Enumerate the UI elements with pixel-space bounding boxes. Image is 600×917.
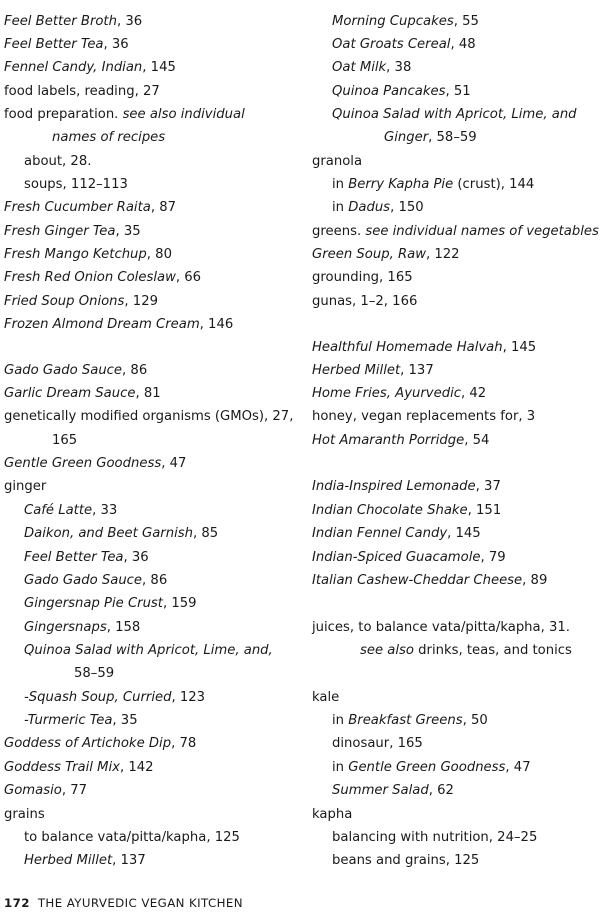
entry-title-italic: Quinoa Pancakes xyxy=(332,84,446,99)
entry-title-italic: Feel Better Tea xyxy=(24,550,124,565)
entry-text: gunas, 1–2, 166 xyxy=(312,294,418,309)
page-number: 172 xyxy=(4,896,30,910)
entry-title-italic: Quinoa Salad with Apricot, Lime, and xyxy=(332,107,577,122)
index-entry xyxy=(52,126,165,149)
index-entry xyxy=(4,33,129,56)
page-footer xyxy=(4,896,243,910)
entry-text: drinks, teas, and tonics xyxy=(413,643,572,658)
entry-text: (crust), 144 xyxy=(453,177,535,192)
entry-text: , 86 xyxy=(122,363,148,378)
entry-title-italic: Fresh Cucumber Raita xyxy=(4,200,151,215)
entry-text: food preparation. xyxy=(4,107,123,122)
index-entry xyxy=(24,686,205,709)
entry-text: food labels, reading, 27 xyxy=(4,84,160,99)
entry-title-italic: Berry Kapha Pie xyxy=(348,177,454,192)
index-entry xyxy=(312,522,481,545)
index-entry xyxy=(4,10,142,33)
index-entry xyxy=(24,592,197,615)
entry-text: , 36 xyxy=(103,37,129,52)
index-entry xyxy=(4,382,161,405)
entry-title-italic: Indian Chocolate Shake xyxy=(312,503,468,518)
index-entry xyxy=(312,220,599,243)
index-entry xyxy=(4,475,46,498)
entry-text: , 38 xyxy=(386,60,412,75)
index-entry xyxy=(24,522,218,545)
entry-text: , 35 xyxy=(115,224,141,239)
entry-title-italic: Summer Salad xyxy=(332,783,429,798)
entry-text: in xyxy=(332,200,349,215)
entry-text: , 151 xyxy=(467,503,502,518)
entry-text: in xyxy=(332,760,349,775)
entry-title-italic: Garlic Dream Sauce xyxy=(4,386,136,401)
index-entry xyxy=(4,266,201,289)
entry-title-italic: see also individual xyxy=(122,107,245,122)
index-entry xyxy=(312,266,413,289)
entry-title-italic: Fresh Red Onion Coleslaw xyxy=(4,270,176,285)
index-entry xyxy=(332,33,476,56)
index-entry xyxy=(24,616,140,639)
index-entry xyxy=(312,499,501,522)
index-entry xyxy=(312,475,501,498)
index-entry xyxy=(332,196,424,219)
entry-text: balancing with nutrition, 24–25 xyxy=(332,830,538,845)
entry-text: , 58–59 xyxy=(428,130,477,145)
entry-title-italic: Home Fries, Ayurvedic xyxy=(312,386,461,401)
entry-title-italic: Gentle Green Goodness xyxy=(4,456,162,471)
index-entry xyxy=(24,173,128,196)
entry-text: , 36 xyxy=(123,550,149,565)
entry-title-italic: Breakfast Greens xyxy=(348,713,463,728)
index-entry xyxy=(332,173,534,196)
entry-text: , 123 xyxy=(171,690,206,705)
entry-title-italic: Fresh Ginger Tea xyxy=(4,224,116,239)
index-entry xyxy=(52,429,77,452)
index-entry xyxy=(312,359,434,382)
index-entry xyxy=(360,639,572,662)
entry-text: , 81 xyxy=(135,386,161,401)
index-entry xyxy=(312,429,489,452)
index-entry xyxy=(24,639,273,662)
entry-title-italic: Herbed Millet xyxy=(312,363,401,378)
entry-title-italic: Daikon, and Beet Garnish xyxy=(24,526,193,541)
entry-text: greens. xyxy=(312,224,366,239)
entry-text: , 33 xyxy=(92,503,118,518)
entry-text: , 78 xyxy=(171,736,197,751)
entry-text: , 145 xyxy=(142,60,176,75)
index-entry xyxy=(74,662,114,685)
entry-title-italic: Gado Gado Sauce xyxy=(24,573,143,588)
index-entry xyxy=(4,359,147,382)
index-entry xyxy=(24,150,91,173)
index-entry xyxy=(332,849,479,872)
entry-text: dinosaur, 165 xyxy=(332,736,423,751)
entry-text: , 77 xyxy=(61,783,87,798)
entry-title-italic: Gomasio xyxy=(4,783,62,798)
index-entry xyxy=(332,56,411,79)
index-entry xyxy=(4,313,233,336)
index-entry xyxy=(4,103,245,126)
entry-text: , 122 xyxy=(426,247,460,262)
entry-text: , 80 xyxy=(146,247,172,262)
index-entry xyxy=(312,150,362,173)
index-entry xyxy=(332,709,488,732)
entry-text: beans and grains, 125 xyxy=(332,853,480,868)
entry-title-italic: Fennel Candy, Indian xyxy=(4,60,143,75)
entry-title-italic: Green Soup, Raw xyxy=(312,247,426,262)
entry-text: about, 28. xyxy=(24,154,92,169)
entry-text: , 37 xyxy=(475,479,501,494)
entry-text: , 51 xyxy=(445,84,471,99)
entry-text: , 47 xyxy=(161,456,187,471)
index-entry xyxy=(312,569,547,592)
entry-title-italic: India-Inspired Lemonade xyxy=(312,479,476,494)
entry-text: , 137 xyxy=(400,363,434,378)
book-title: THE AYURVEDIC VEGAN KITCHEN xyxy=(37,896,243,910)
index-entry xyxy=(332,732,423,755)
entry-title-italic: Fresh Mango Ketchup xyxy=(4,247,147,262)
entry-text: honey, vegan replacements for, 3 xyxy=(312,409,536,424)
index-entry xyxy=(312,686,339,709)
index-entry xyxy=(4,405,293,428)
entry-text: grains xyxy=(4,807,45,822)
entry-text: genetically modified organisms (GMOs), 27, xyxy=(4,409,294,424)
index-entry xyxy=(332,826,537,849)
index-entry xyxy=(384,126,477,149)
entry-text: granola xyxy=(312,154,363,169)
entry-text: , 146 xyxy=(199,317,234,332)
entry-text: to balance vata/pitta/kapha, 125 xyxy=(24,830,240,845)
entry-text: , 137 xyxy=(112,853,146,868)
entry-title-italic: Goddess Trail Mix xyxy=(4,760,120,775)
index-entry xyxy=(312,546,506,569)
index-entry xyxy=(24,826,240,849)
entry-text: ginger xyxy=(4,479,47,494)
entry-title-italic: names of recipes xyxy=(52,130,166,145)
entry-title-italic: Frozen Almond Dream Cream xyxy=(4,317,200,332)
entry-title-italic: Morning Cupcakes xyxy=(332,14,454,29)
index-entry xyxy=(24,499,117,522)
entry-text: 165 xyxy=(52,433,78,448)
entry-text: , 85 xyxy=(192,526,219,541)
index-entry xyxy=(4,756,154,779)
entry-text: in xyxy=(332,713,349,728)
entry-text: , 50 xyxy=(462,713,488,728)
entry-text: juices, to balance vata/pitta/kapha, 31. xyxy=(312,620,570,635)
index-entry xyxy=(4,243,172,266)
index-entry xyxy=(4,803,45,826)
index-entry xyxy=(24,849,146,872)
entry-title-italic: Gentle Green Goodness xyxy=(348,760,506,775)
index-entry xyxy=(332,103,577,126)
entry-title-italic: -Turmeric Tea xyxy=(24,713,113,728)
entry-text: in xyxy=(332,177,349,192)
entry-title-italic: Italian Cashew-Cheddar Cheese xyxy=(312,573,523,588)
entry-title-italic: Oat Milk xyxy=(332,60,387,75)
entry-text: grounding, 165 xyxy=(312,270,413,285)
index-entry xyxy=(4,196,176,219)
entry-text: , 42 xyxy=(460,386,487,401)
index-entry xyxy=(4,732,196,755)
index-entry xyxy=(312,616,570,639)
index-entry xyxy=(332,779,454,802)
entry-text: , 54 xyxy=(464,433,490,448)
entry-text: , 86 xyxy=(142,573,168,588)
entry-text: , 87 xyxy=(150,200,176,215)
entry-title-italic: see individual names of vegetables xyxy=(365,224,599,239)
entry-title-italic: Indian Fennel Candy xyxy=(312,526,448,541)
entry-text: 58–59 xyxy=(74,666,115,681)
index-entry xyxy=(4,220,141,243)
index-entry xyxy=(24,546,149,569)
index-entry xyxy=(4,80,160,103)
entry-title-italic: see also xyxy=(360,643,414,658)
entry-title-italic: Feel Better Broth xyxy=(4,14,117,29)
entry-text: , 145 xyxy=(447,526,481,541)
entry-title-italic: Oat Groats Cereal xyxy=(332,37,451,52)
index-entry xyxy=(312,243,460,266)
entry-text: , 150 xyxy=(390,200,424,215)
entry-text: , 145 xyxy=(502,340,537,355)
entry-title-italic: Indian-Spiced Guacamole xyxy=(312,550,481,565)
entry-text: , 158 xyxy=(106,620,141,635)
entry-title-italic: Feel Better Tea xyxy=(4,37,104,52)
index-entry xyxy=(24,569,167,592)
index-entry xyxy=(312,290,417,313)
entry-title-italic: Dadus xyxy=(348,200,391,215)
entry-text: , 79 xyxy=(480,550,506,565)
index-entry xyxy=(4,452,186,475)
entry-text: , 66 xyxy=(175,270,202,285)
entry-text: , 48 xyxy=(450,37,476,52)
entry-title-italic: Fried Soup Onions xyxy=(4,294,125,309)
entry-text: kapha xyxy=(312,807,353,822)
entry-title-italic: Herbed Millet xyxy=(24,853,113,868)
entry-text: , 129 xyxy=(124,294,158,309)
index-entry xyxy=(4,779,87,802)
index-entry xyxy=(312,336,536,359)
entry-text: , 142 xyxy=(119,760,154,775)
index-entry xyxy=(24,709,138,732)
entry-title-italic: Quinoa Salad with Apricot, Lime, and, xyxy=(24,643,273,658)
index-entry xyxy=(312,803,352,826)
entry-title-italic: Gado Gado Sauce xyxy=(4,363,123,378)
entry-text: , 55 xyxy=(453,14,479,29)
index-entry xyxy=(312,382,486,405)
entry-title-italic: Café Latte xyxy=(24,503,93,518)
index-entry xyxy=(332,756,531,779)
entry-text: , 35 xyxy=(112,713,138,728)
entry-title-italic: Healthful Homemade Halvah xyxy=(312,340,503,355)
index-entry xyxy=(4,56,176,79)
entry-title-italic: Hot Amaranth Porridge xyxy=(312,433,465,448)
entry-text: soups, 112–113 xyxy=(24,177,128,192)
entry-text: , 62 xyxy=(428,783,454,798)
entry-text: , 89 xyxy=(522,573,548,588)
entry-text: , 159 xyxy=(162,596,197,611)
entry-title-italic: Ginger xyxy=(384,130,429,145)
entry-title-italic: Gingersnap Pie Crust xyxy=(24,596,163,611)
entry-title-italic: -Squash Soup, Curried xyxy=(24,690,172,705)
entry-text: kale xyxy=(312,690,340,705)
index-entry xyxy=(332,80,471,103)
entry-title-italic: Goddess of Artichoke Dip xyxy=(4,736,172,751)
index-entry xyxy=(312,405,535,428)
entry-text: , 47 xyxy=(505,760,531,775)
index-entry xyxy=(4,290,158,313)
entry-title-italic: Gingersnaps xyxy=(24,620,107,635)
index-entry xyxy=(332,10,479,33)
entry-text: , 36 xyxy=(116,14,143,29)
